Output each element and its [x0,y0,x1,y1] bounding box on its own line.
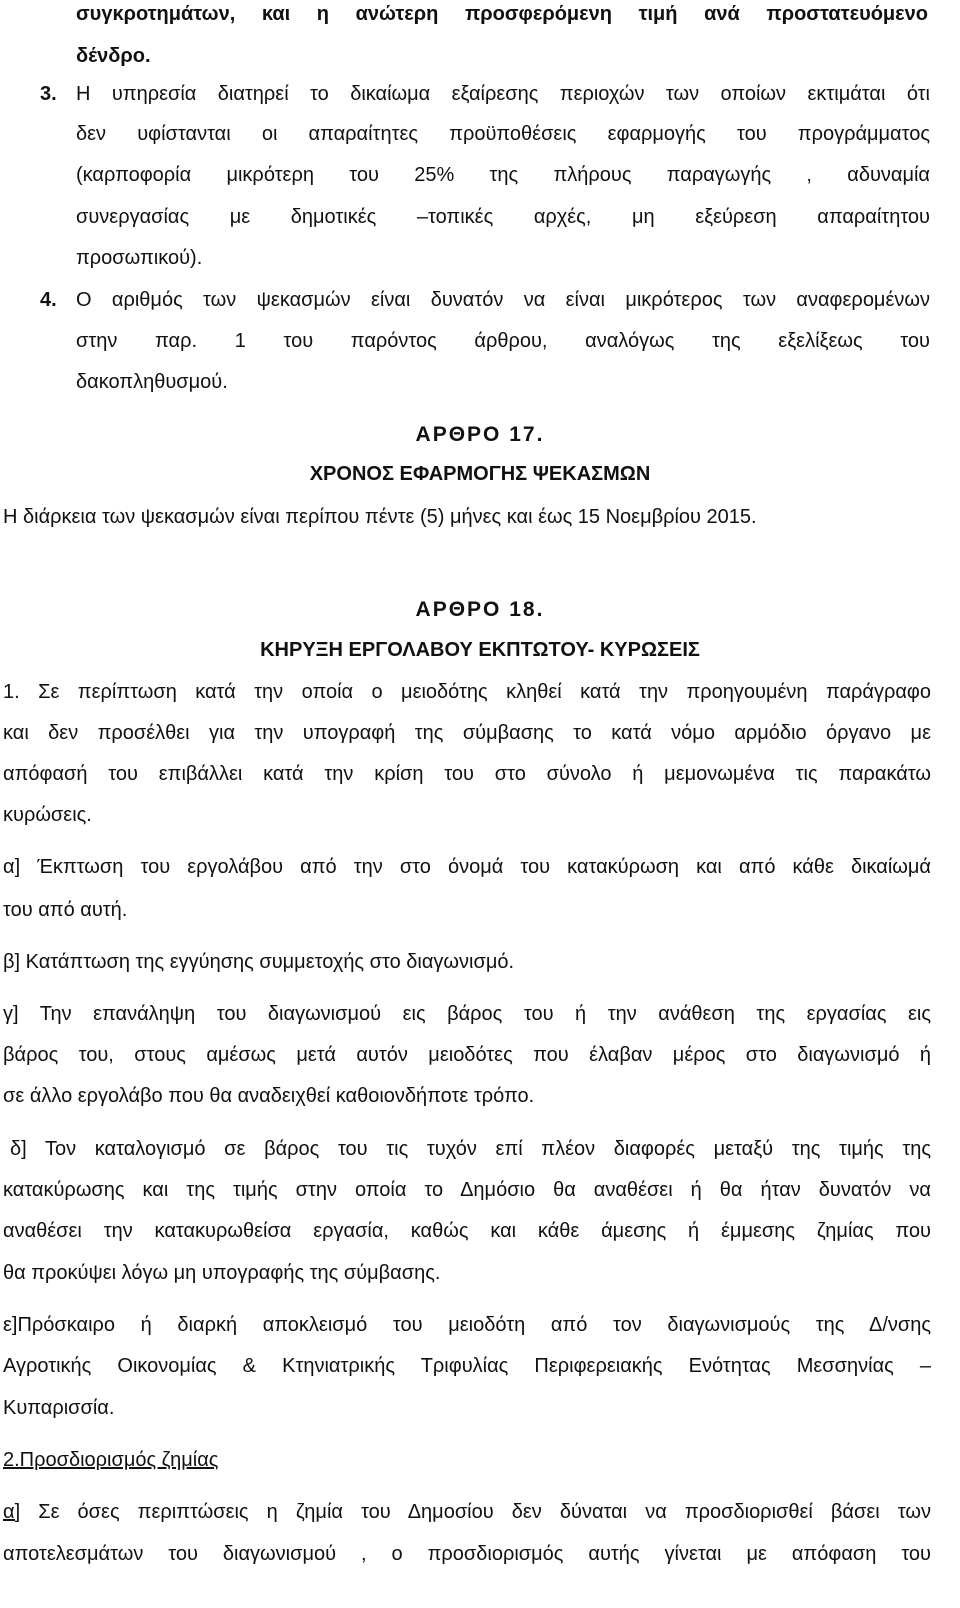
damage-a-line-1 [3,1500,931,1524]
article-17-text: Η διάρκεια των ψεκασμών είναι περίπου πέντε (5) μήνες και έως 15 Νοεμβρίου 2015. [3,506,757,528]
damage-a-marker: α] [3,1501,21,1523]
sanction-c-line-2: βάρος του, στους αμέσως μετά αυτόν μειοδότες που έλαβαν μέρος στο διαγωνισμό ή [3,1044,931,1066]
intro-line-1: συγκροτημάτων, και η ανώτερη προσφερόμενη τιμή ανά προστατευόμενο [76,3,928,25]
sanction-a-line-1: α] Έκπτωση του εργολάβου από την στο όνομά του κατακύρωση και από κάθε δικαίωμά [3,856,931,878]
article-18-heading: ΑΡΘΡΟ 18. [415,598,545,621]
article-18-p1-line-3: απόφασή του επιβάλλει κατά την κρίση του στο σύνολο ή μεμονωμένα τις παρακάτω [3,763,931,785]
sanction-c-line-1: γ] Την επανάληψη του διαγωνισμού εις βάρος του ή την ανάθεση της εργασίας εις [3,1003,931,1025]
damage-determination-heading: 2.Προσδιορισμός ζημίας [3,1449,219,1471]
sanction-b: β] Κατάπτωση της εγγύησης συμμετοχής στο διαγωνισμό. [3,951,515,973]
article-18-title: ΚΗΡΥΞΗ ΕΡΓΟΛΑΒΟΥ ΕΚΠΤΩΤΟΥ- ΚΥΡΩΣΕΙΣ [260,639,700,661]
article-18-p1-line-1: 1. Σε περίπτωση κατά την οποία ο μειοδότης κληθεί κατά την προηγουμένη παράγραφο [3,681,931,703]
sanction-c-line-3: σε άλλο εργολάβο που θα αναδειχθεί καθοιονδήποτε τρόπο. [3,1085,535,1107]
item-3-number: 3. [40,83,57,105]
sanction-a-line-2: του από αυτή. [3,899,128,921]
item-3-line-4: συνεργασίας με δημοτικές –τοπικές αρχές, μη εξεύρεση απαραίτητου [76,206,930,228]
article-17-title: ΧΡΟΝΟΣ ΕΦΑΡΜΟΓΗΣ ΨΕΚΑΣΜΩΝ [309,463,651,485]
sanction-d-line-3: αναθέσει την κατακυρωθείσα εργασία, καθώς και κάθε άμεσης ή έμμεσης ζημίας που [3,1220,931,1242]
article-18-p1-line-2: και δεν προσέλθει για την υπογραφή της σύμβασης το κατά νόμο αρμόδιο όργανο με [3,722,931,744]
item-3-line-2: δεν υφίστανται οι απαραίτητες προϋποθέσεις εφαρμογής του προγράμματος [76,123,930,145]
damage-a-text: Σε όσες περιπτώσεις η ζημία του Δημοσίου δεν δύναται να προσδιορισθεί βάσει των [20,1501,931,1523]
sanction-d-line-4: θα προκύψει λόγω μη υπογραφής της σύμβασης. [3,1262,441,1284]
sanction-e-line-2: Αγροτικής Οικονομίας & Κτηνιατρικής Τριφυλίας Περιφερειακής Ενότητας Μεσσηνίας – [3,1355,931,1377]
sanction-d-line-2: κατακύρωσης και της τιμής στην οποία το Δημόσιο θα αναθέσει ή θα ήταν δυνατόν να [3,1179,931,1201]
article-17-heading: ΑΡΘΡΟ 17. [415,423,545,446]
sanction-e-line-3: Κυπαρισσία. [3,1397,115,1419]
item-3-line-5: προσωπικού). [76,247,203,269]
sanction-d-line-1: δ] Τον καταλογισμό σε βάρος του τις τυχόν επί πλέον διαφορές μεταξύ της τιμής της [10,1138,931,1160]
item-4-number: 4. [40,289,57,311]
item-4-line-3: δακοπληθυσμού. [76,371,228,393]
item-3-line-3: (καρποφορία μικρότερη του 25% της πλήρους παραγωγής , αδυναμία [76,164,930,186]
item-4-line-1: Ο αριθμός των ψεκασμών είναι δυνατόν να είναι μικρότερος των αναφερομένων [76,289,930,311]
item-3-line-1: Η υπηρεσία διατηρεί το δικαίωμα εξαίρεσης περιοχών των οποίων εκτιμάται ότι [76,83,930,105]
article-18-p1-line-4: κυρώσεις. [3,804,92,826]
sanction-e-line-1: ε]Πρόσκαιρο ή διαρκή αποκλεισμό του μειοδότη από τον διαγωνισμούς της Δ/νσης [3,1314,931,1336]
damage-a-line-2: αποτελεσμάτων του διαγωνισμού , ο προσδιορισμός αυτής γίνεται με απόφαση του [3,1543,931,1565]
intro-line-2: δένδρο. [76,45,151,67]
item-4-line-2: στην παρ. 1 του παρόντος άρθρου, αναλόγως της εξελίξεως του [76,330,930,352]
